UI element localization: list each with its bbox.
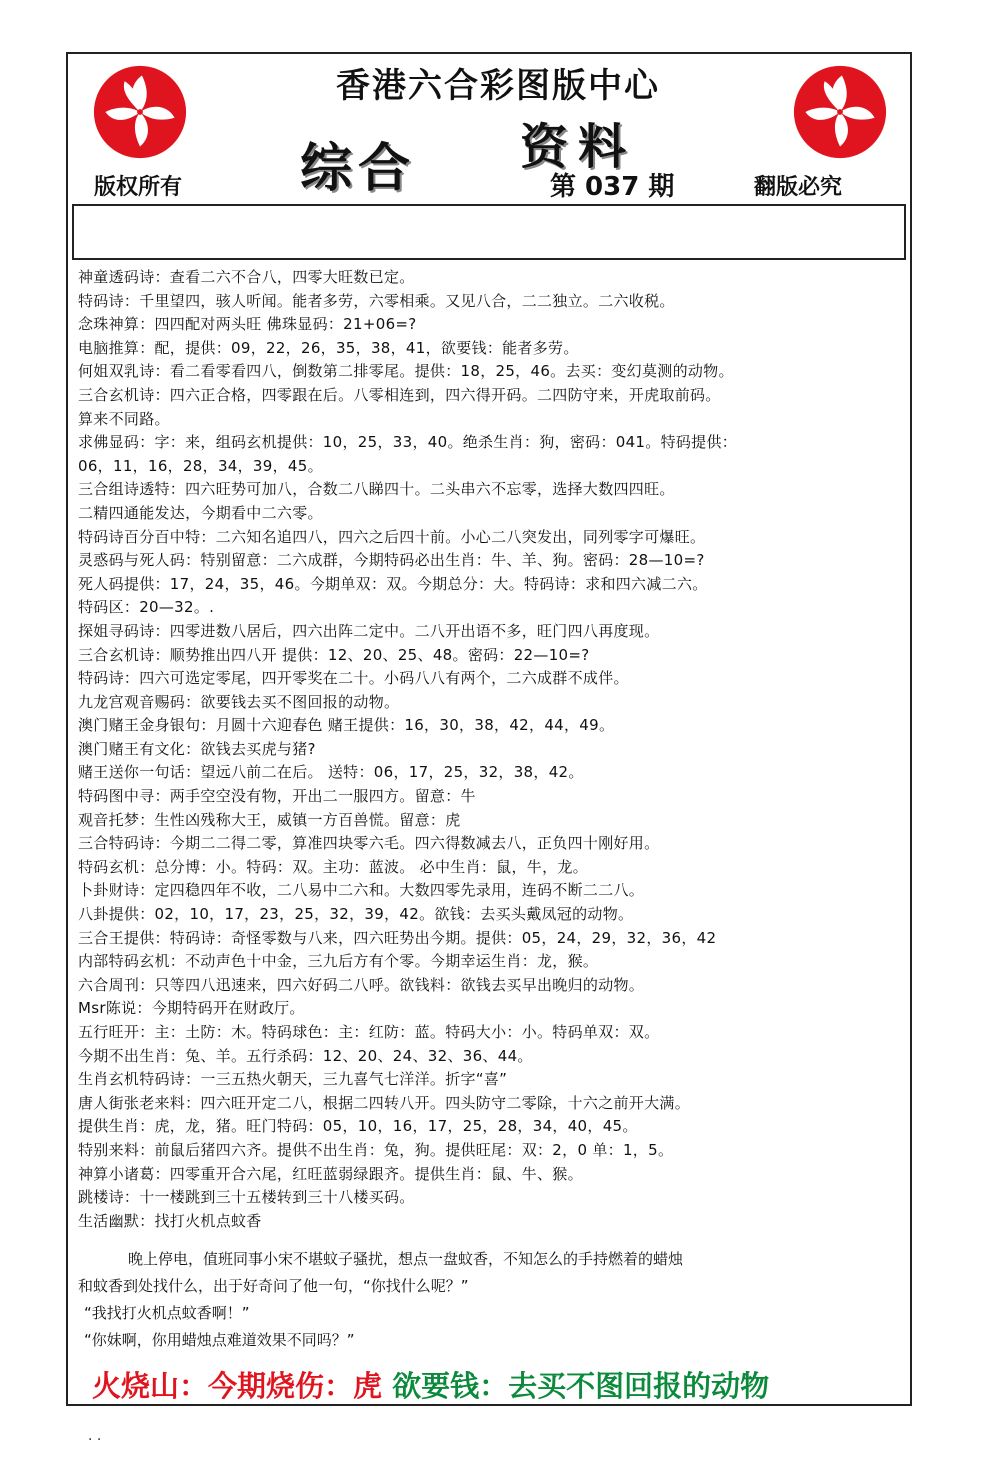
text-line: 死人码提供：17，24，35，46。今期单双：双。今期总分：大。特码诗：求和四六减二六。	[78, 574, 708, 593]
text-line: 卜卦财诗：定四稳四年不收，二八易中二六和。大数四零先录用，连码不断二二八。	[78, 881, 645, 900]
text-line: 特码区：20—32。.	[78, 598, 215, 617]
text-line: 神童透码诗：查看二六不合八，四零大旺数已定。	[78, 268, 415, 286]
text-line: 生肖玄机特码诗：一三五热火朝天，三九喜气七洋洋。折字“喜”	[78, 1070, 508, 1089]
text-line: 神算小诸葛：四零重开合六尾，红旺蓝弱绿跟齐。提供生肖：鼠、牛、猴。	[78, 1164, 583, 1183]
text-line: 八卦提供：02，10，17，23，25，32，39，42。欲钱：去买头戴凤冠的动物。	[78, 905, 634, 924]
text-line: 三合玄机诗：顺势推出四八开 提供：12、20、25、48。密码：22—10=?	[78, 645, 590, 664]
story-line: 和蚊香到处找什么，出于好奇问了他一句，“你找什么呢？”	[78, 1277, 469, 1295]
text-line: 二精四通能发达，今期看中二六零。	[78, 503, 323, 522]
footer-dots: . .	[88, 1428, 102, 1444]
text-line: 九龙宫观音赐码：欲要钱去买不图回报的动物。	[78, 692, 400, 711]
issue-number: 第 037 期	[550, 172, 675, 202]
content-lines	[78, 266, 908, 1233]
text-line: 三合王提供：特码诗：奇怪零数与八来，四六旺势出今期。提供：05，24，29，32，36，42	[78, 928, 717, 947]
text-line: 三合玄机诗：四六正合格，四零跟在后。八零相连到，四六得开码。二四防守来，开虎取前码。	[78, 385, 721, 404]
text-line: 澳门赌王有文化：欲钱去买虎与猪?	[78, 739, 316, 758]
bottom-green-text: 欲要钱：去买不图回报的动物	[392, 1369, 770, 1403]
bauhinia-flag-icon	[792, 64, 888, 160]
story-line: 晚上停电，值班同事小宋不堪蚊子骚扰，想点一盘蚊香，不知怎么的手持燃着的蜡烛	[128, 1250, 684, 1268]
text-line: 六合周刊：只等四八迅速来，四六好码二八呼。欲钱料：欲钱去买早出晚归的动物。	[78, 975, 645, 994]
text-line: 求佛显码：字：来，组码玄机提供：10，25，33，40。绝杀生肖：狗，密码：041。特码提供：	[78, 433, 738, 452]
text-line: 提供生肖：虎，龙，猪。旺门特码：05，10，16，17，25，28，34，40，45。	[78, 1117, 638, 1136]
text-line: 特码诗百分百中特：二六知名追四八，四六之后四十前。小心二八突发出，同列零字可爆旺。	[78, 527, 706, 546]
text-line: 特别来料：前鼠后猪四六齐。提供不出生肖：兔，狗。提供旺尾：双：2，0 单：1，5。	[78, 1140, 674, 1159]
text-line: 电脑推算：配，提供：09，22，26，35，38，41，欲要钱：能者多劳。	[78, 338, 579, 357]
text-line: 三合组诗透特：四六旺势可加八，合数二八睇四十。二头串六不忘零，选择大数四四旺。	[78, 480, 675, 499]
text-line: Msr陈说：今期特码开在财政厅。	[78, 999, 305, 1018]
blank-banner-box	[72, 204, 906, 260]
text-line: 06，11，16，28，34，39，45。	[78, 456, 323, 475]
bottom-banner	[92, 1364, 769, 1405]
text-line: 特码图中寻：两手空空没有物，开出二一服四方。留意：牛	[78, 787, 476, 806]
text-line: 跳楼诗：十一楼跳到三十五楼转到三十八楼买码。	[78, 1188, 415, 1207]
text-line: 内部特码玄机：不动声色十中金，三九后方有个零。今期幸运生肖：龙，猴。	[78, 952, 599, 971]
text-line: 特码诗：千里望四，骇人听闻。能者多劳，六零相乘。又见八合，二二独立。二六收税。	[78, 291, 675, 310]
bottom-red-text: 火烧山：今期烧伤：虎	[92, 1369, 383, 1403]
bauhinia-flag-icon	[92, 64, 188, 160]
text-line: 三合特码诗：今期二二得二零，算准四块零六毛。四六得数减去八，正负四十刚好用。	[78, 834, 660, 853]
page-title: 香港六合彩图版中心	[336, 66, 660, 106]
text-line: 特码诗：四六可选定零尾，四开零奖在二十。小码八八有两个，二六成群不成伴。	[78, 669, 629, 688]
text-line: 今期不出生肖：兔、羊。五行杀码：12、20、24、32、36、44。	[78, 1046, 533, 1065]
text-line: 算来不同路。	[78, 409, 170, 428]
text-line: 澳门赌王金身银句：月圆十六迎春色 赌王提供：16，30，38，42，44，49。	[78, 716, 615, 735]
text-line: 唐人街张老来料：四六旺开定二八，根据二四转八开。四头防守二零除，十六之前开大满。	[78, 1093, 691, 1112]
headline-zonghe: 综合	[300, 138, 417, 199]
story-line: “你妹啊，你用蜡烛点难道效果不同吗？”	[84, 1331, 355, 1349]
story-line: “我找打火机点蚊香啊！”	[84, 1304, 250, 1322]
text-line: 灵惑码与死人码：特别留意：二六成群，今期特码必出生肖：牛、羊、狗。密码：28—10=?	[78, 551, 705, 570]
humor-story	[78, 1246, 908, 1354]
text-line: 五行旺开：主：土防：木。特码球色：主：红防：蓝。特码大小：小。特码单双：双。	[78, 1023, 660, 1041]
text-line: 赌王送你一句话：望远八前二在后。 送特：06，17，25，32，38，42。	[78, 763, 584, 782]
text-line: 念珠神算：四四配对两头旺 佛珠显码：21+06=?	[78, 315, 417, 334]
text-line: 生活幽默：找打火机点蚊香	[78, 1211, 262, 1230]
copyright-note: 版权所有	[94, 175, 183, 200]
headline-ziliao: 资料	[520, 119, 637, 175]
text-line: 探姐寻码诗：四零进数八居后，四六出阵二定中。二八开出语不多，旺门四八再度现。	[78, 621, 660, 640]
text-line: 观音托梦：生性凶残称大王，威镇一方百兽慌。留意：虎	[78, 810, 461, 829]
text-line: 何姐双乳诗：看二看零看四八，倒数第二排零尾。提供：18，25，46。去买：变幻莫测的动物。	[78, 362, 734, 381]
text-line: 特码玄机：总分博：小。特码：双。主功：蓝波。 必中生肖：鼠，牛，龙。	[78, 857, 588, 876]
piracy-note: 翻版必究	[754, 175, 843, 200]
